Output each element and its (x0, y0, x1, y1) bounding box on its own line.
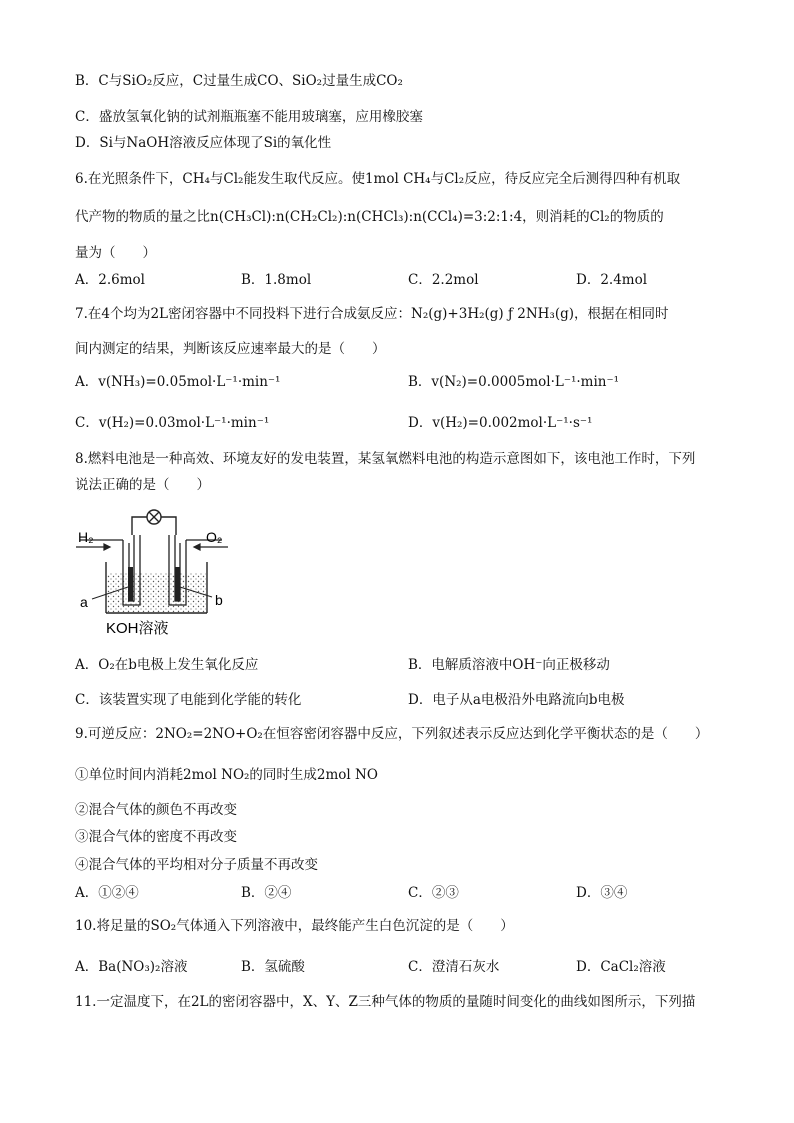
electrolyte (107, 573, 206, 612)
q8-option-c: C．该装置实现了电能到化学能的转化 (75, 692, 302, 708)
q9-option-b: B．②④ (241, 885, 292, 901)
q6-option-d: D．2.4mol (576, 272, 648, 288)
q10-option-d: D．CaCl₂溶液 (576, 959, 666, 975)
electrode-b (175, 567, 180, 601)
q7-option-c: C．v(H₂)=0.03mol·L⁻¹·min⁻¹ (75, 415, 270, 431)
q5-option-c: C．盛放氢氧化钠的试剂瓶瓶塞不能用玻璃塞，应用橡胶塞 (75, 109, 423, 125)
q5-option-d: D．Si与NaOH溶液反应体现了Si的氧化性 (75, 135, 332, 151)
electrode-a (128, 567, 133, 601)
q9-statement-1: ①单位时间内消耗2mol NO₂的同时生成2mol NO (75, 767, 378, 783)
q8-option-b: B．电解质溶液中OH⁻向正极移动 (408, 657, 610, 673)
q8-option-a: A．O₂在b电极上发生氧化反应 (75, 657, 259, 673)
q7-stem-line1: 7.在4个均为2L密闭容器中不同投料下进行合成氨反应：N₂(g)+3H₂(g) ƒ 2NH₃(g)，根据在相同时 (75, 306, 669, 322)
q9-statement-3: ③混合气体的密度不再改变 (75, 829, 237, 845)
q9-option-c: C．②③ (408, 885, 459, 901)
h2-label: H₂ (78, 529, 94, 545)
q9-option-a: A．①②④ (75, 885, 139, 901)
q8-stem-line1: 8.燃料电池是一种高效、环境友好的发电装置，某氢氧燃料电池的构造示意图如下，该电池工作时，下列 (75, 451, 696, 467)
q7-stem-line2: 间内测定的结果，判断该反应速率最大的是（ ） (75, 341, 386, 357)
q9-statement-4: ④混合气体的平均相对分子质量不再改变 (75, 857, 318, 873)
koh-solution-label: KOH溶液 (106, 620, 169, 637)
q9-stem-line1: 9.可逆反应：2NO₂=2NO+O₂在恒容密闭容器中反应，下列叙述表示反应达到化学平衡状态的是（ ） (75, 726, 709, 742)
q7-option-a: A．v(NH₃)=0.05mol·L⁻¹·min⁻¹ (75, 374, 281, 390)
q6-stem-line3: 量为（ ） (75, 245, 156, 261)
q6-option-c: C．2.2mol (408, 272, 479, 288)
q7-option-d: D．v(H₂)=0.002mol·L⁻¹·s⁻¹ (408, 415, 593, 431)
fuel-cell-diagram (72, 495, 232, 645)
q6-option-b: B．1.8mol (241, 272, 312, 288)
q6-stem-line2: 代产物的物质的量之比n(CH₃Cl):n(CH₂Cl₂):n(CHCl₃):n(CCl₄)=3:2:1:4，则消耗的Cl₂的物质的 (75, 209, 664, 225)
q6-option-a: A．2.6mol (75, 272, 145, 288)
q9-option-d: D．③④ (576, 885, 628, 901)
q5-option-b: B．C与SiO₂反应，C过量生成CO、SiO₂过量生成CO₂ (75, 73, 403, 89)
electrode-b-label: b (215, 592, 223, 608)
electrode-a-label: a (80, 594, 88, 610)
q9-statement-2: ②混合气体的颜色不再改变 (75, 802, 237, 818)
q10-option-b: B．氢硫酸 (241, 959, 305, 975)
lamp-icon (147, 510, 161, 524)
q11-stem-line1: 11.一定温度下，在2L的密闭容器中，X、Y、Z三种气体的物质的量随时间变化的曲线如图所示，下列描 (75, 994, 696, 1010)
q10-option-a: A．Ba(NO₃)₂溶液 (75, 959, 188, 975)
q10-option-c: C．澄清石灰水 (408, 959, 500, 975)
q7-option-b: B．v(N₂)=0.0005mol·L⁻¹·min⁻¹ (408, 374, 620, 390)
q6-stem-line1: 6.在光照条件下，CH₄与Cl₂能发生取代反应。使1mol CH₄与Cl₂反应，待反应完全后测得四种有机取 (75, 171, 681, 187)
o2-label: O₂ (206, 529, 223, 545)
q8-option-d: D．电子从a电极沿外电路流向b电极 (408, 692, 625, 708)
q8-stem-line2: 说法正确的是（ ） (75, 477, 210, 493)
q10-stem-line1: 10.将足量的SO₂气体通入下列溶液中，最终能产生白色沉淀的是（ ） (75, 918, 514, 934)
